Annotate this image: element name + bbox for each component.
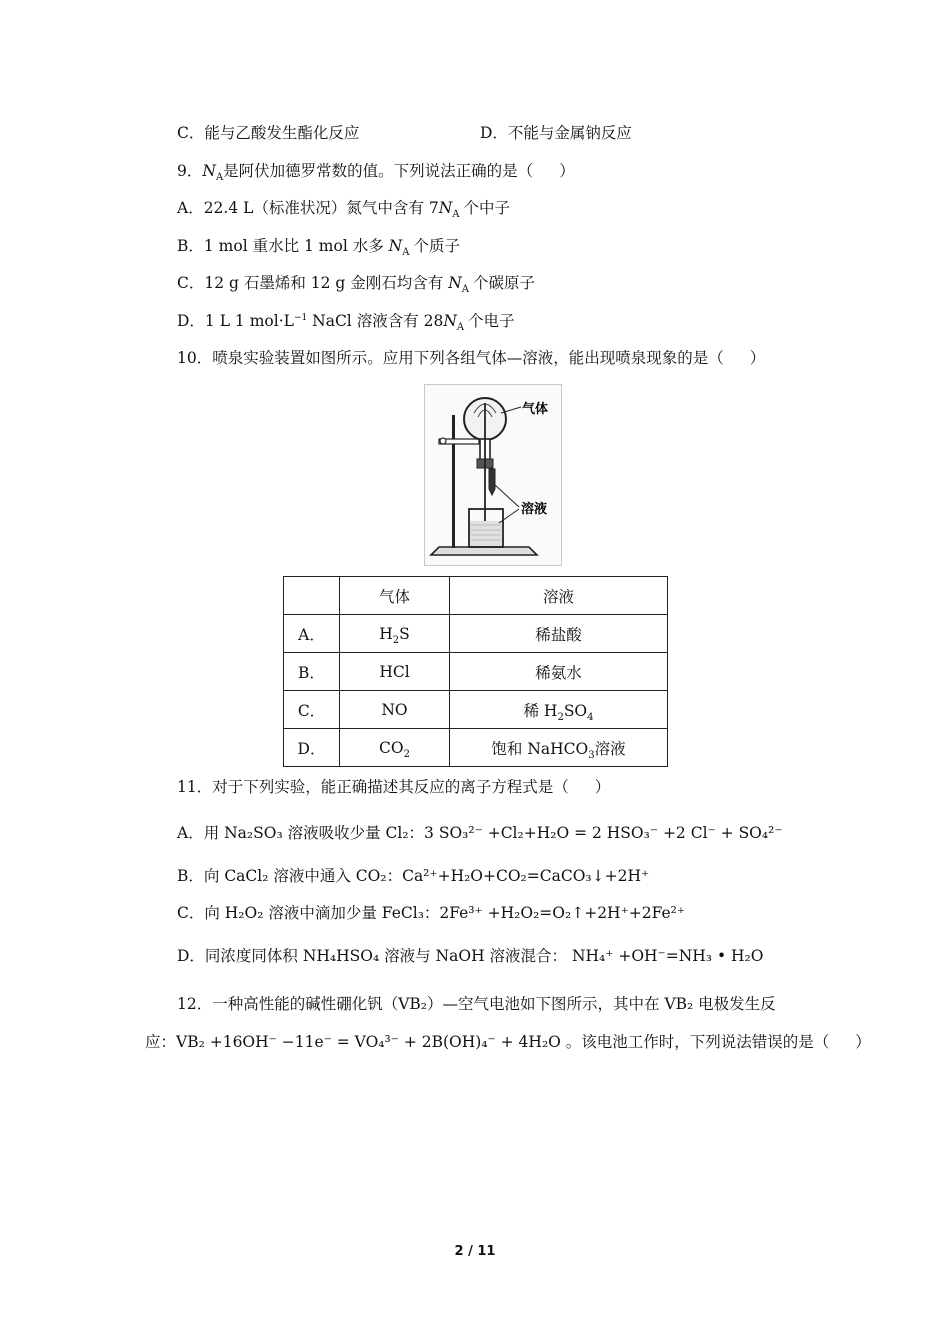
q12-line-1: 12．一种高性能的碱性硼化钒（VB₂）—空气电池如下图所示，其中在 VB₂ 电极发生反 <box>177 995 776 1013</box>
row-gas: NO <box>340 691 450 729</box>
q11-option-d: D．同浓度同体积 NH₄HSO₄ 溶液与 NaOH 溶液混合： NH₄⁺ +OH⁻=NH₃ • H₂O <box>177 947 764 965</box>
row-solution: 稀 $H_2SO_4$ <box>450 691 668 729</box>
q11-option-c: C．向 H₂O₂ 溶液中滴加少量 FeCl₃：2Fe³⁺ +H₂O₂=O₂↑+2H⁺+2Fe²⁺ <box>177 904 686 922</box>
avogadro-symbol: N <box>443 312 457 330</box>
q8-option-c: C．能与乙酸发生酯化反应 <box>177 124 360 142</box>
q9-option-b <box>177 236 460 256</box>
q9-option-b-tail: 个质子 <box>413 237 460 255</box>
avogadro-subscript: A <box>461 284 470 295</box>
q9-option-c-tail: 个碳原子 <box>473 274 536 292</box>
solution-pointer-line <box>495 485 519 507</box>
fountain-apparatus-figure <box>424 384 562 566</box>
q9-option-d-text: D．1 L 1 mol·L <box>177 312 294 330</box>
q8-option-d: D．不能与金属钠反应 <box>480 124 632 142</box>
avogadro-subscript: A <box>402 247 410 258</box>
q11-stem <box>177 777 610 797</box>
q9-number: 9． <box>177 162 203 180</box>
q9-close-paren: ） <box>559 162 575 180</box>
row-label: C． <box>284 691 340 729</box>
q11-option-b: B．向 CaCl₂ 溶液中通入 CO₂：Ca²⁺+H₂O+CO₂=CaCO₃↓+2H⁺ <box>177 867 650 885</box>
q9-option-b-text: B．1 mol 重水比 1 mol 水多 <box>177 237 384 255</box>
row-gas: $CO_2$ <box>340 729 450 767</box>
page-number: 2 / 11 <box>454 1244 496 1259</box>
avogadro-subscript: A <box>215 172 224 183</box>
row-solution: 饱和 NaHCO$_3$溶液 <box>450 729 668 767</box>
avogadro-subscript: A <box>456 322 465 333</box>
q9-option-d-superscript: −1 <box>293 313 308 323</box>
q9-option-a-text: A．22.4 L（标准状况）氮气中含有 7 <box>177 199 439 217</box>
q9-option-c-text: C．12 g 石墨烯和 12 g 金刚石均含有 <box>177 274 444 292</box>
table-header-row <box>284 577 668 615</box>
table-header-blank <box>284 577 340 615</box>
table-row <box>284 691 668 729</box>
q10-close-paren: ） <box>749 349 766 367</box>
q9-stem <box>177 161 575 181</box>
q9-option-c <box>177 273 535 293</box>
q9-option-a <box>177 198 510 218</box>
table-row <box>284 729 668 767</box>
avogadro-subscript: A <box>452 209 460 220</box>
q9-option-d-mid: NaCl 溶液含有 28 <box>307 312 444 330</box>
row-gas: HCl <box>340 653 450 691</box>
avogadro-symbol: N <box>438 199 453 217</box>
q11-stem-text: 11．对于下列实验，能正确描述其反应的离子方程式是（ <box>177 778 569 796</box>
stand-rod <box>452 415 455 548</box>
q10-options-table <box>283 576 668 767</box>
avogadro-symbol: N <box>388 237 403 255</box>
row-solution: 稀盐酸 <box>450 615 668 653</box>
avogadro-symbol: N <box>448 274 462 292</box>
clamp-screw <box>440 438 446 444</box>
table-row <box>284 615 668 653</box>
q9-option-d <box>177 311 515 331</box>
solution-pointer-line <box>499 509 519 523</box>
row-label: D． <box>284 729 340 767</box>
q10-stem-text: 10．喷泉实验装置如图所示。应用下列各组气体—溶液，能出现喷泉现象的是（ <box>177 349 724 367</box>
dropper <box>489 469 495 495</box>
q11-option-a: A．用 Na₂SO₃ 溶液吸收少量 Cl₂：3 SO₃²⁻ +Cl₂+H₂O = 2 HSO₃⁻ +2 Cl⁻ + SO₄²⁻ <box>177 824 783 842</box>
table-header-gas: 气体 <box>340 577 450 615</box>
q12-line-2 <box>145 1032 871 1052</box>
avogadro-symbol: N <box>202 162 216 180</box>
table-row <box>284 653 668 691</box>
q10-stem <box>177 348 765 368</box>
row-label: B． <box>284 653 340 691</box>
row-gas: $H_2S$ <box>340 615 450 653</box>
row-solution: 稀氨水 <box>450 653 668 691</box>
table-header-solution: 溶液 <box>450 577 668 615</box>
figure-label-gas: 气体 <box>522 402 549 417</box>
q9-option-d-tail: 个电子 <box>468 312 515 330</box>
figure-label-solution: 溶液 <box>521 502 548 517</box>
stand-base <box>431 547 537 555</box>
q12-close-paren: ） <box>855 1033 871 1051</box>
q9-option-a-tail: 个中子 <box>463 199 511 217</box>
q12-line-2-text: 应：VB₂ +16OH⁻ −11e⁻ = VO₄³⁻ + 2B(OH)₄⁻ + 4H₂O 。该电池工作时，下列说法错误的是（ <box>145 1033 830 1051</box>
q9-stem-text: 是阿伏加德罗常数的值。下列说法正确的是（ <box>223 162 534 180</box>
q11-close-paren: ） <box>594 778 611 796</box>
fountain-apparatus-drawing <box>425 385 561 565</box>
row-label: A． <box>284 615 340 653</box>
